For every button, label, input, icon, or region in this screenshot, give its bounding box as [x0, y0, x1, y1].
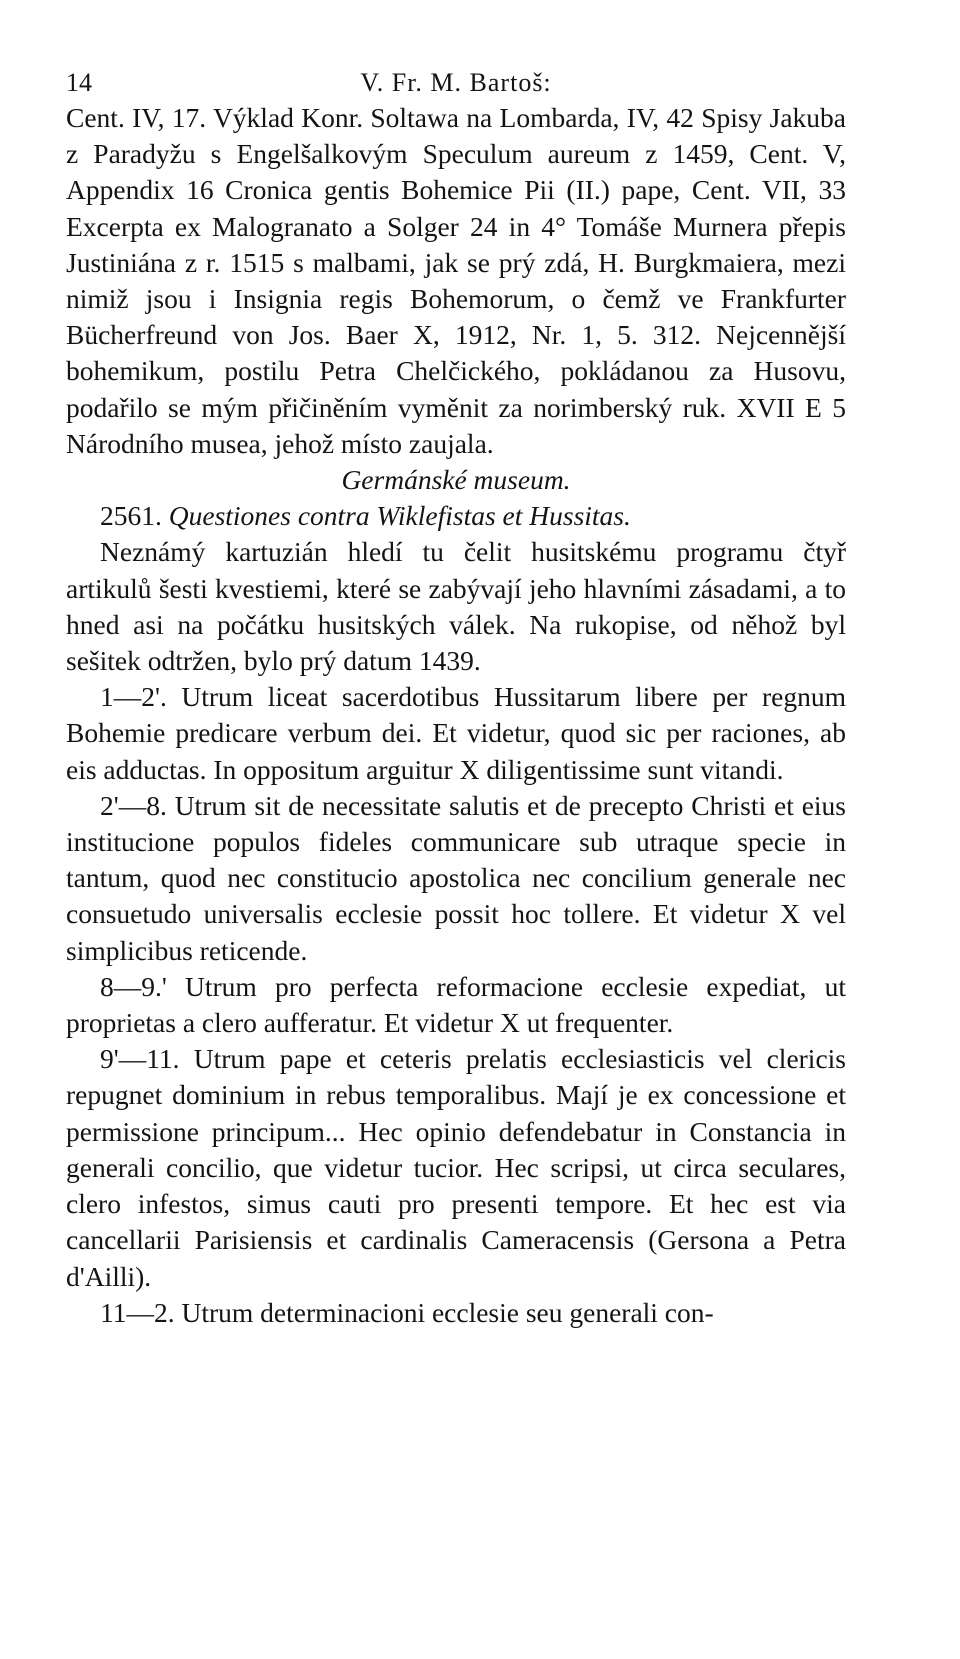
entry-number: 2561.: [100, 500, 162, 532]
running-title: V. Fr. M. Bartoš:: [360, 68, 552, 97]
entry-heading: [66, 498, 846, 534]
body-paragraph: 1—2'. Utrum liceat sacerdotibus Hussitarum libere per regnum Bohemie predicare verbum dei. Et videtur, quod sic per raciones, ab eis adductas. In oppositum arguitur X diligentissime sunt vitandi.: [66, 681, 846, 785]
document-page: [66, 60, 846, 1331]
page-header: [66, 60, 846, 100]
entry-title: Questiones contra Wiklefistas et Hussitas.: [168, 500, 631, 532]
body-paragraph: 8—9.' Utrum pro perfecta reformacione ecclesie expediat, ut proprietas a clero aufferatur. Et videtur X ut frequenter.: [66, 970, 846, 1039]
intro-paragraph: Cent. IV, 17. Výklad Konr. Soltawa na Lombarda, IV, 42 Spisy Jakuba z Paradyžu s Engelšalkovým Speculum aureum z 1459, Cent. V, Appendix 16 Cronica gentis Bohemice Pii (II.) pape, Cent. VII, 33 Excerpta ex Malogranato a Solger 24 in 4° Tomáše Murnera přepis Justiniána z r. 1515 s malbami, jak se prý zdá, H. Burgkmaiera, mezi nimiž jsou i Insignia regis Bohemorum, o čemž ve Frankfurter Bücherfreund von Jos. Baer X, 1912, Nr. 1, 5. 312. Nejcennější bohemikum, postilu Petra Chelčického, pokládanou za Husovu, podařilo se mým přičiněním vyměnit za norimberský ruk. XVII E 5 Národního musea, jehož místo zaujala.: [66, 102, 846, 459]
body-paragraph: 9'—11. Utrum pape et ceteris prelatis ecclesiasticis vel clericis repugnet dominium in rebus temporalibus. Mají je ex concessione et permissione principum... Hec opinio defendebatur in Constancia in generali concilio, que videtur tucior. Hec scripsi, ut circa seculares, clero infestos, simus cauti pro presenti tempore. Et hec est via cancellarii Parisiensis et cardinalis Cameracensis (Gersona a Petra d'Ailli).: [66, 1043, 846, 1292]
body-paragraph: 11—2. Utrum determinacioni ecclesie seu generali con-: [100, 1296, 714, 1328]
section-heading: Germánské museum.: [341, 464, 571, 496]
body-paragraph: Neznámý kartuzián hledí tu čelit husitskému programu čtyř artikulů šesti kvestiemi, které se zabývají jeho hlavními zásadami, a to hned asi na počátku husitských válek. Na rukopise, od něhož byl sešitek odtržen, bylo prý datum 1439.: [66, 536, 846, 677]
body-paragraph: 2'—8. Utrum sit de necessitate salutis et de precepto Christi et eius institucione populos fideles communicare sub utraque specie in tantum, quod nec constitucio apostolica nec concilium generale nec consuetudo universalis ecclesie possit hoc tollere. Et videtur X vel simplicibus reticende.: [66, 789, 846, 966]
page-number: 14: [66, 68, 92, 97]
